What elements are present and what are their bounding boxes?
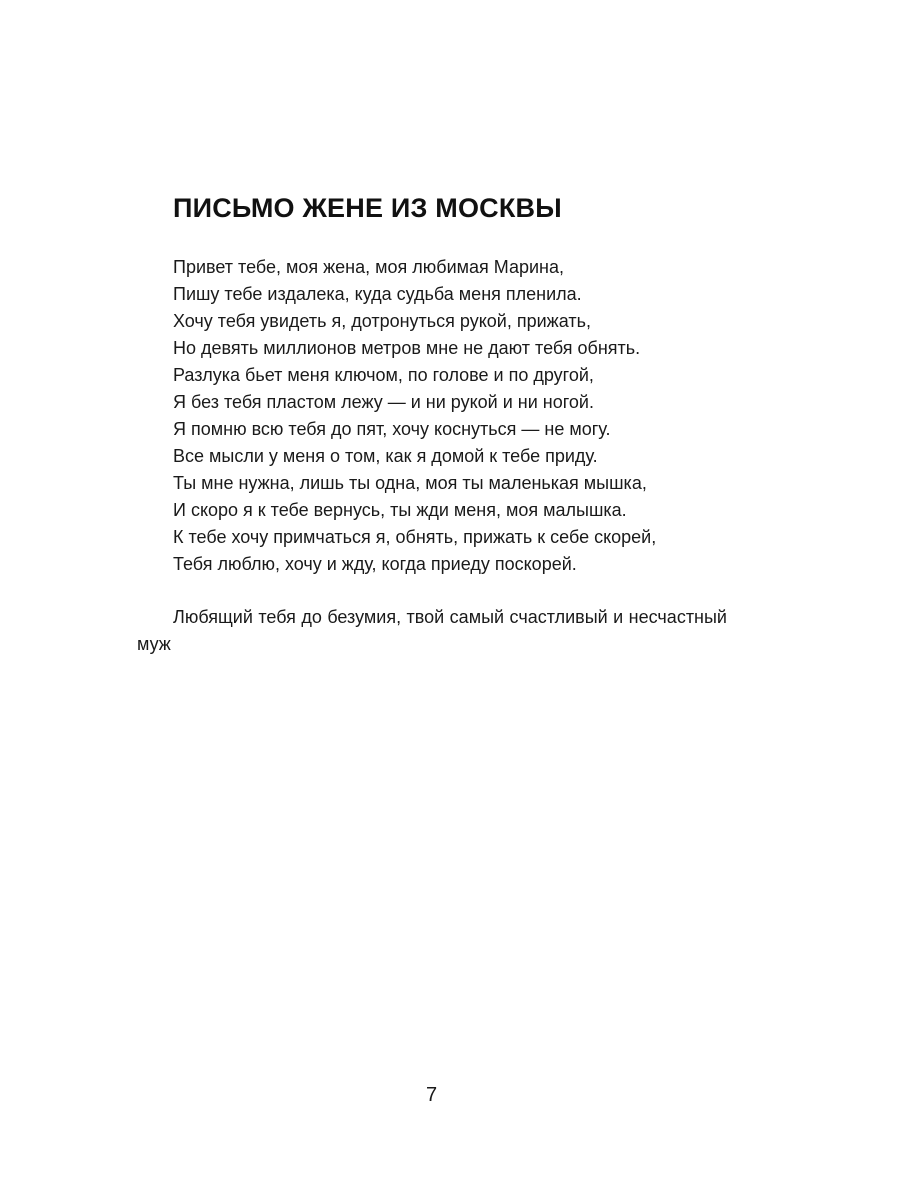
- poem-body: [173, 254, 656, 578]
- poem-line: Разлука бьет меня ключом, по голове и по другой,: [173, 365, 594, 385]
- poem-line: Тебя люблю, хочу и жду, когда приеду поскорей.: [173, 554, 577, 574]
- poem-line: Привет тебе, моя жена, моя любимая Марина,: [173, 257, 564, 277]
- signature-paragraph: Любящий тебя до безумия, твой самый счастливый и несчастный муж: [137, 607, 727, 654]
- poem-line: Но девять миллионов метров мне не дают тебя обнять.: [173, 338, 641, 358]
- page-number: 7: [425, 1084, 438, 1106]
- page-title: ПИСЬМО ЖЕНЕ ИЗ МОСКВЫ: [173, 193, 562, 223]
- poem-line: Пишу тебе издалека, куда судьба меня пленила.: [173, 284, 582, 304]
- poem-line: К тебе хочу примчаться я, обнять, прижать к себе скорей,: [173, 527, 657, 547]
- poem-line: Хочу тебя увидеть я, дотронуться рукой, прижать,: [173, 311, 591, 331]
- poem-line: Ты мне нужна, лишь ты одна, моя ты маленькая мышка,: [173, 473, 647, 493]
- poem-line: Я без тебя пластом лежу — и ни рукой и ни ногой.: [173, 392, 594, 412]
- poem-line: И скоро я к тебе вернусь, ты жди меня, моя малышка.: [173, 500, 627, 520]
- poem-line: Все мысли у меня о том, как я домой к тебе приду.: [173, 446, 598, 466]
- poem-line: Я помню всю тебя до пят, хочу коснуться — не могу.: [173, 419, 611, 439]
